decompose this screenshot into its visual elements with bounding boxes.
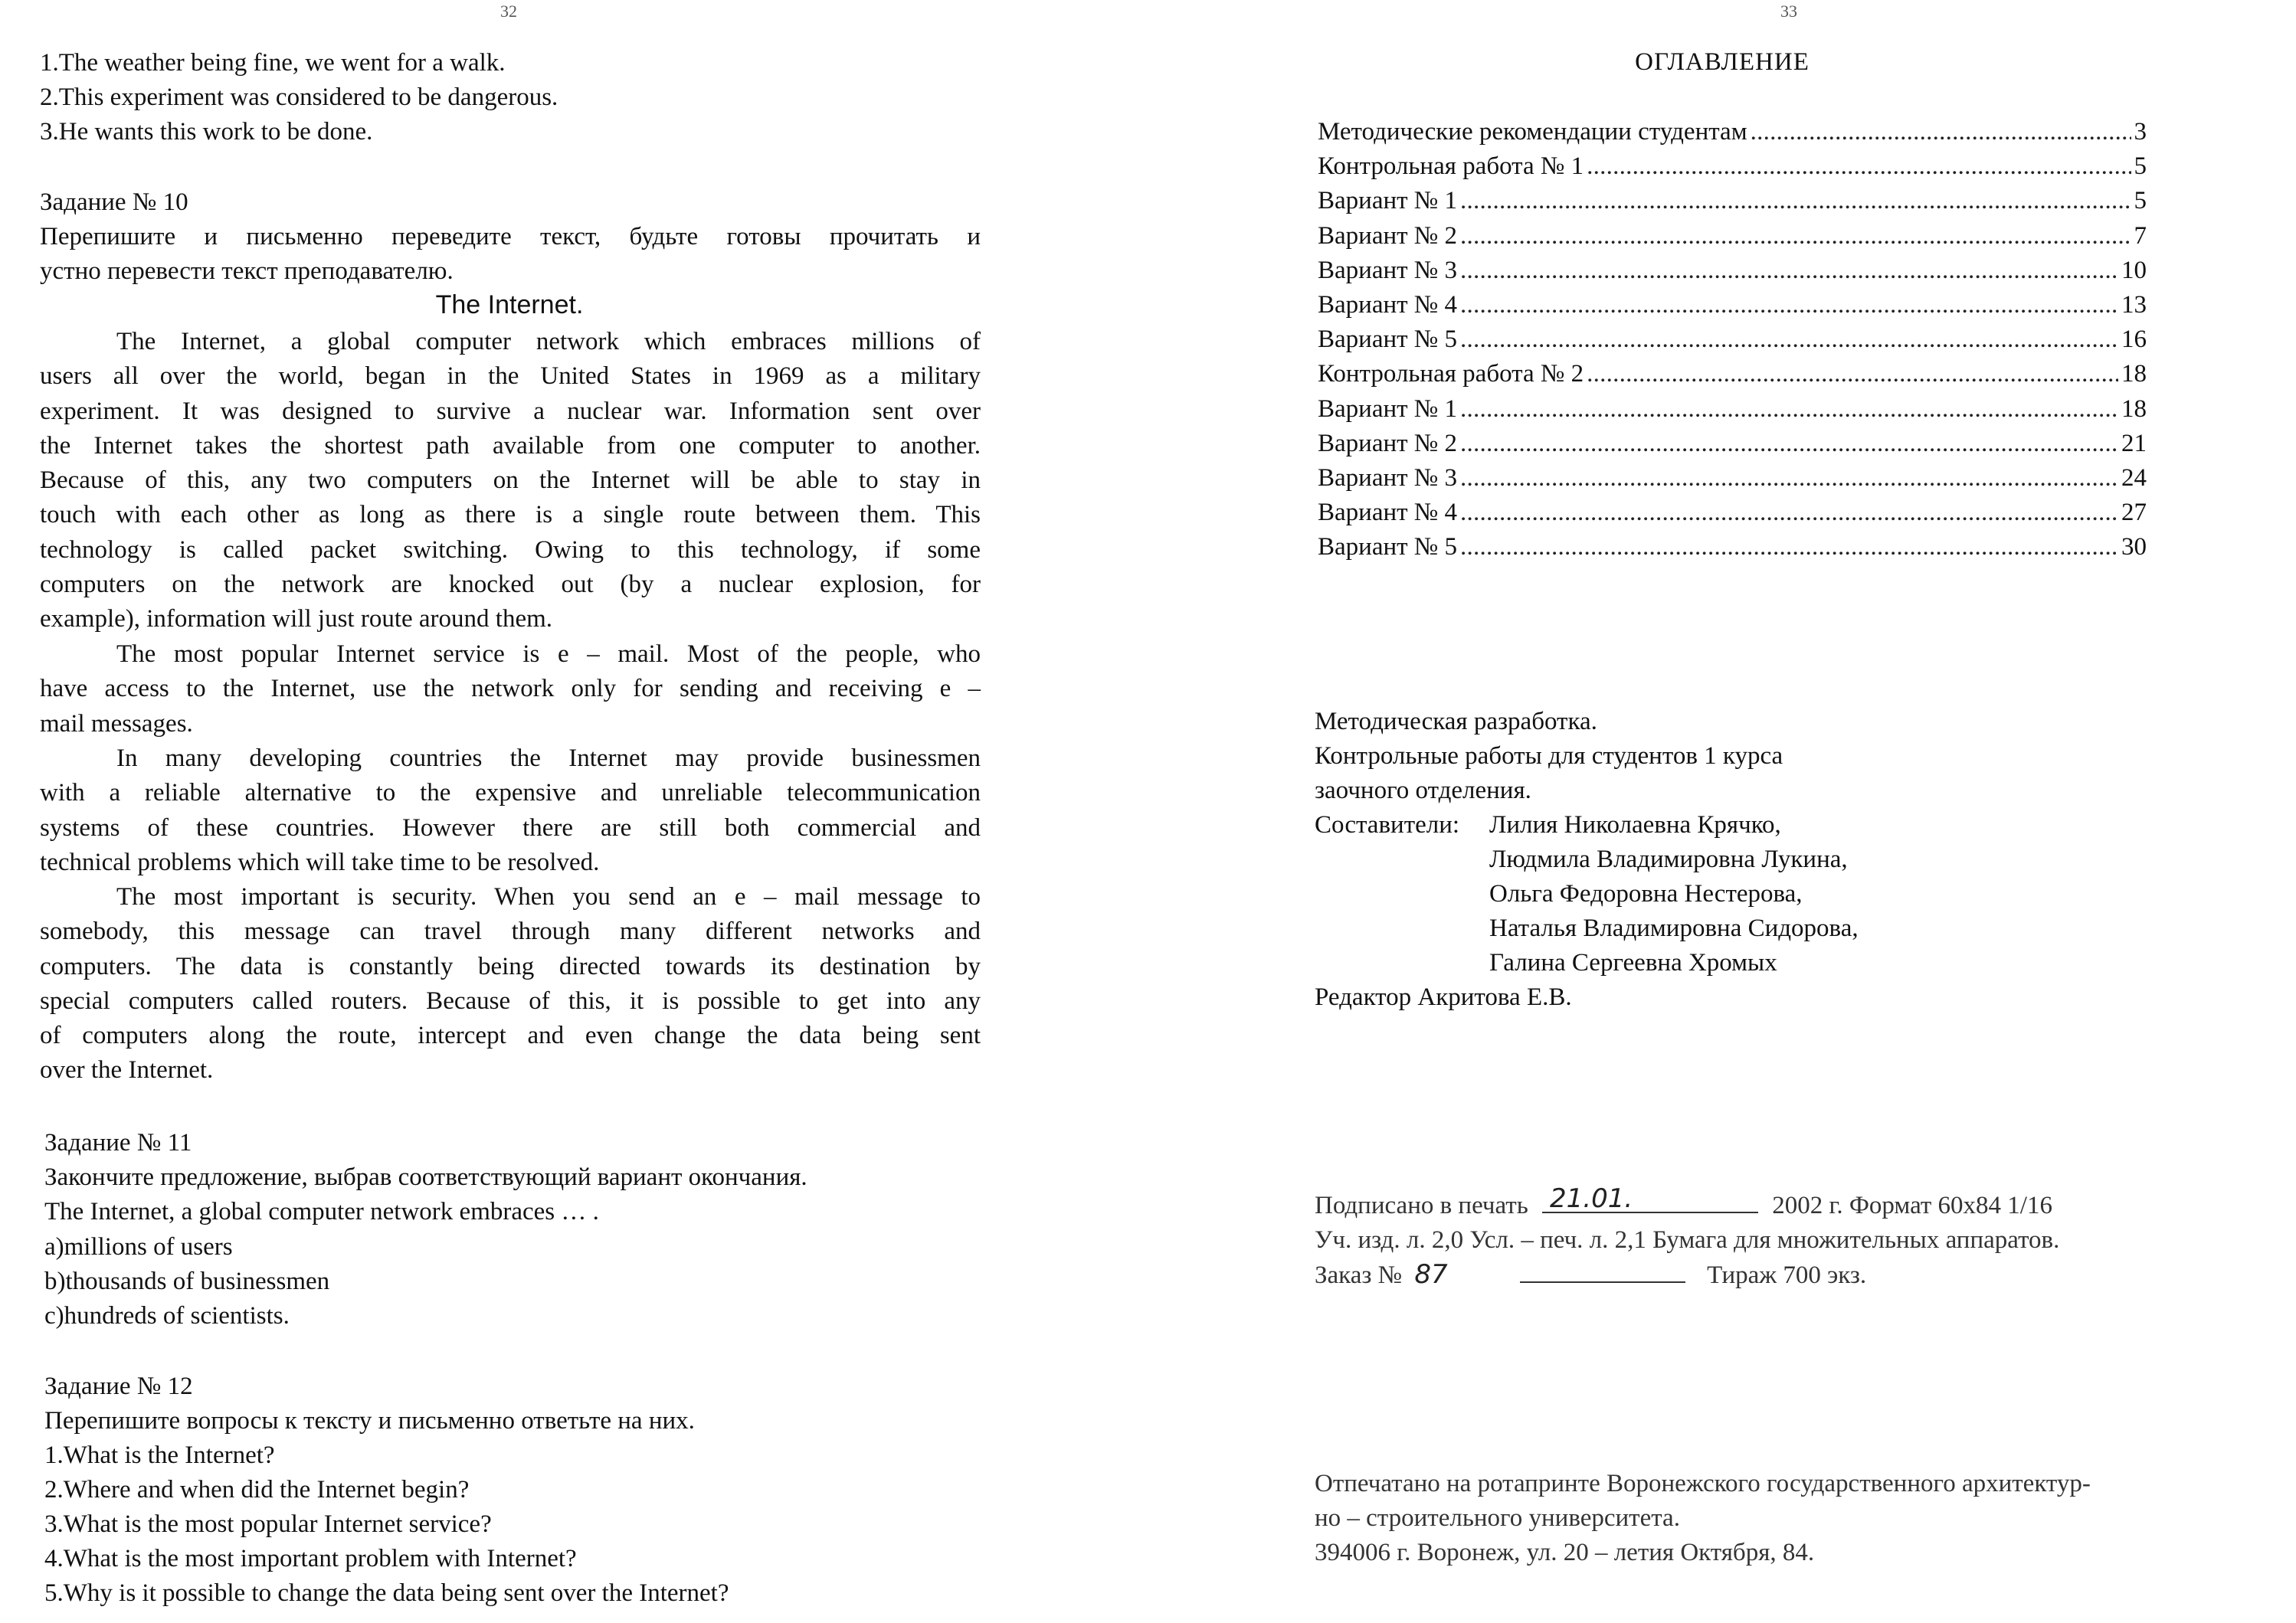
toc-entry [1318, 461, 2147, 496]
paragraph-3 [40, 741, 981, 880]
text-line: somebody, this message can travel through many different networks and [40, 918, 981, 946]
text-line: technology is called packet switching. Owing to this technology, if some [40, 535, 981, 564]
toc-leader [1460, 322, 2118, 357]
toc-leader [1460, 530, 2118, 564]
toc-label: Контрольная работа № 2 [1318, 360, 1584, 388]
task-heading: Задание № 11 [44, 1129, 192, 1157]
task-instruction [40, 220, 981, 290]
toc-label: Контрольная работа № 1 [1318, 152, 1584, 181]
toc-page: 10 [2121, 256, 2147, 284]
question-item: 5.Why is it possible to change the data being sent over the Internet? [44, 1579, 729, 1607]
toc-entry [1318, 184, 2147, 218]
text-line: example), information will just route around them. [40, 605, 553, 633]
toc-entry [1318, 322, 2147, 357]
task-instruction: Перепишите вопросы к тексту и письменно ответьте на них. [44, 1407, 695, 1435]
toc-label: Вариант № 5 [1318, 533, 1458, 561]
example-sentence: 1.The weather being fine, we went for a walk. [40, 49, 506, 77]
toc-label: Вариант № 2 [1318, 221, 1458, 250]
toc-leader [1460, 496, 2118, 530]
order-number: 87 [1414, 1259, 1448, 1290]
author-name: Наталья Владимировна Сидорова, [1489, 915, 1859, 942]
paragraph-2 [40, 637, 981, 741]
signed-date-field [1542, 1183, 1758, 1214]
answer-option: a)millions of users [44, 1233, 233, 1261]
toc-label: Вариант № 3 [1318, 463, 1458, 492]
toc-leader [1460, 461, 2118, 496]
text-line: Because of this, any two computers on the Internet will be able to stay in [40, 466, 981, 495]
text-line: устно перевести текст преподавателю. [40, 257, 454, 286]
author-name: Ольга Федоровна Нестерова, [1489, 880, 1803, 908]
colophon-line: Методическая разработка. [1315, 708, 1597, 735]
question-stem: The Internet, a global computer network embraces … . [44, 1198, 599, 1225]
text-line: systems of these countries. However there are still both commercial and [40, 813, 981, 842]
toc-entry [1318, 530, 2147, 564]
toc-leader [1587, 149, 2131, 184]
toc-leader [1751, 115, 2131, 149]
answer-option: c)hundreds of scientists. [44, 1302, 290, 1330]
task-heading: Задание № 12 [44, 1373, 193, 1400]
text-line: have access to the Internet, use the network only for sending and receiving e – [40, 675, 981, 703]
paragraph-1 [40, 325, 981, 637]
editor-line: Редактор Акритова Е.В. [1315, 983, 1572, 1011]
task-heading: Задание № 10 [40, 188, 188, 216]
toc-label: Вариант № 5 [1318, 326, 1458, 354]
toc-title: ОГЛАВЛЕНИЕ [1635, 48, 1810, 76]
author-name: Лилия Николаевна Крячко, [1489, 811, 1781, 839]
toc-label: Вариант № 1 [1318, 187, 1458, 215]
question-item: 2.Where and when did the Internet begin? [44, 1476, 470, 1504]
toc-entry [1318, 219, 2147, 254]
text-line: In many developing countries the Internet may provide businessmen [116, 744, 981, 772]
toc-label: Вариант № 3 [1318, 256, 1458, 284]
toc-page: 18 [2121, 360, 2147, 388]
text-line: with a reliable alternative to the expensive and unreliable telecommunication [40, 779, 981, 807]
imprint-order-line [1315, 1258, 1866, 1293]
toc-page: 7 [2134, 221, 2147, 250]
text-line: The most popular Internet service is e – mail. Most of the people, who [116, 640, 981, 668]
toc-label: Вариант № 1 [1318, 394, 1458, 423]
signed-rest: 2002 г. Формат 60x84 1/16 [1772, 1192, 2052, 1219]
toc-label: Вариант № 4 [1318, 499, 1458, 527]
toc-entry [1318, 427, 2147, 461]
toc-page: 13 [2121, 290, 2147, 319]
question-item: 1.What is the Internet? [44, 1441, 275, 1469]
toc-entry [1318, 392, 2147, 427]
toc-entry [1318, 115, 2147, 149]
toc-entry [1318, 288, 2147, 322]
task-instruction: Закончите предложение, выбрав соответствующий вариант окончания. [44, 1163, 807, 1191]
circulation: Тираж 700 экз. [1707, 1261, 1867, 1289]
text-line: technical problems which will take time to be resolved. [40, 848, 600, 876]
text-line: The Internet, a global computer network which embraces millions of [116, 328, 981, 355]
toc-entry [1318, 496, 2147, 530]
answer-option: b)thousands of businessmen [44, 1268, 330, 1295]
signed-label: Подписано в печать [1315, 1192, 1528, 1219]
toc-leader [1460, 392, 2118, 427]
toc-page: 21 [2121, 429, 2147, 457]
table-of-contents [1318, 115, 2147, 564]
toc-leader [1460, 427, 2118, 461]
toc-leader [1460, 254, 2118, 288]
toc-label: Вариант № 4 [1318, 290, 1458, 319]
text-line: computers. The data is constantly being directed towards its destination by [40, 952, 981, 980]
text-line: over the Internet. [40, 1056, 214, 1085]
text-line: users all over the world, began in the United States in 1969 as a military [40, 362, 981, 391]
text-line: Перепишите и письменно переведите текст, будьте готовы прочитать и [40, 223, 981, 250]
colophon-line: заочного отделения. [1315, 777, 1531, 804]
example-sentence: 2.This experiment was considered to be dangerous. [40, 83, 558, 111]
text-line: of computers along the route, intercept and even change the data being sent [40, 1022, 981, 1050]
text-line: mail messages. [40, 709, 193, 738]
text-line: experiment. It was designed to survive a nuclear war. Information sent over [40, 397, 981, 425]
example-sentence: 3.He wants this work to be done. [40, 118, 373, 146]
printer-line: но – строительного университета. [1315, 1504, 1680, 1532]
page-number: 33 [1780, 2, 1797, 21]
order-label: Заказ № [1315, 1261, 1403, 1289]
toc-page: 5 [2134, 187, 2147, 215]
text-title: The Internet. [435, 290, 584, 319]
toc-page: 3 [2134, 118, 2147, 146]
toc-page: 16 [2121, 326, 2147, 354]
text-line: touch with each other as long as there is a single route between them. This [40, 501, 981, 529]
toc-leader [1460, 219, 2131, 254]
toc-label: Вариант № 2 [1318, 429, 1458, 457]
imprint-signed-line [1315, 1183, 2052, 1223]
toc-page: 30 [2121, 533, 2147, 561]
imprint-line: Уч. изд. л. 2,0 Усл. – печ. л. 2,1 Бумага для множительных аппаратов. [1315, 1226, 2060, 1254]
page-number: 32 [500, 2, 517, 21]
toc-entry [1318, 357, 2147, 391]
author-name: Людмила Владимировна Лукина, [1489, 846, 1848, 873]
text-line: The most important is security. When you send an e – mail message to [116, 883, 981, 911]
question-item: 3.What is the most popular Internet service? [44, 1510, 492, 1538]
text-line: the Internet takes the shortest path available from one computer to another. [40, 431, 981, 460]
right-page [1148, 0, 2296, 1623]
printer-line: Отпечатано на ротапринте Воронежского государственного архитектур- [1315, 1470, 2091, 1497]
toc-page: 24 [2121, 463, 2147, 492]
toc-leader [1460, 184, 2131, 218]
toc-entry [1318, 254, 2147, 288]
signed-date: 21.01. [1550, 1183, 1633, 1214]
toc-page: 27 [2121, 499, 2147, 527]
paragraph-4 [40, 880, 981, 1088]
author-name: Галина Сергеевна Хромых [1489, 949, 1777, 977]
toc-leader [1460, 288, 2118, 322]
toc-page: 5 [2134, 152, 2147, 181]
blank-field [1520, 1258, 1685, 1283]
text-line: special computers called routers. Because of this, it is possible to get into any [40, 987, 981, 1015]
authors-label: Составители: [1315, 811, 1460, 839]
toc-page: 18 [2121, 394, 2147, 423]
toc-label: Методические рекомендации студентам [1318, 118, 1747, 146]
colophon-line: Контрольные работы для студентов 1 курса [1315, 742, 1783, 770]
question-item: 4.What is the most important problem with Internet? [44, 1545, 577, 1572]
text-line: computers on the network are knocked out (by a nuclear explosion, for [40, 571, 981, 599]
printer-line: 394006 г. Воронеж, ул. 20 – летия Октября, 84. [1315, 1539, 1815, 1566]
toc-entry [1318, 149, 2147, 184]
toc-leader [1587, 357, 2118, 391]
